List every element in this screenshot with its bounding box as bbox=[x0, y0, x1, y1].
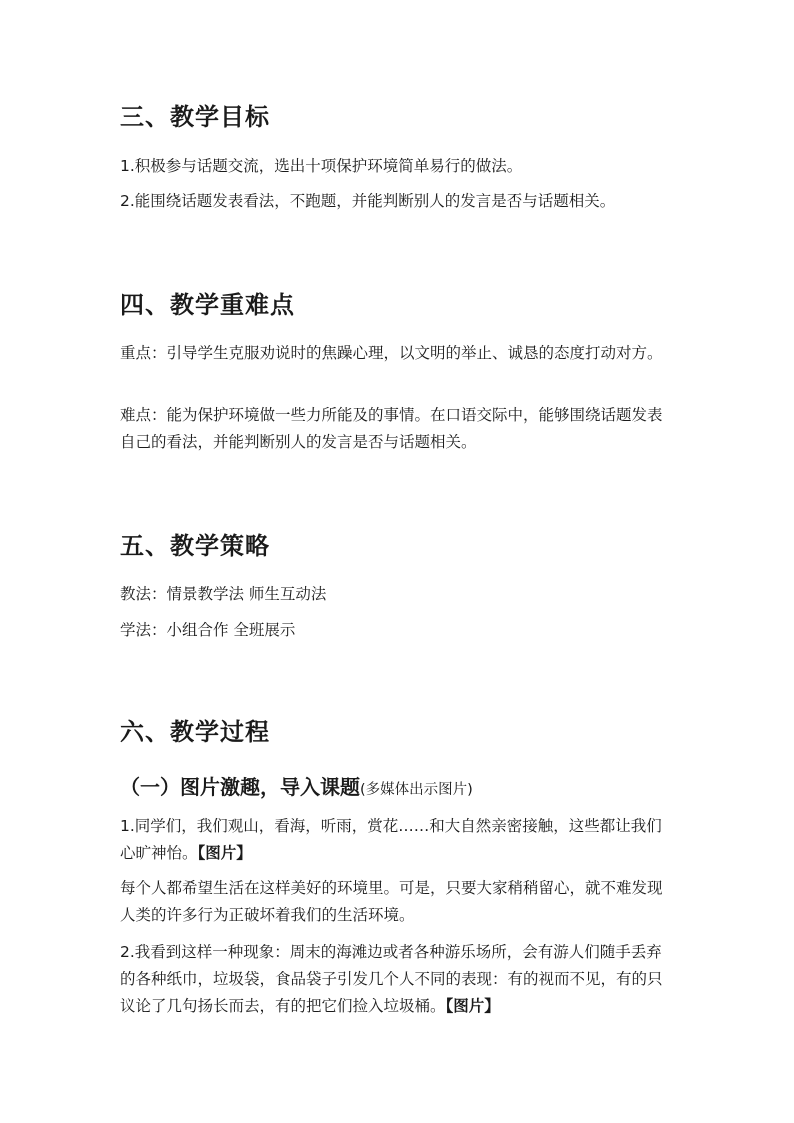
key-point-paragraph: 重点：引导学生克服劝说时的焦躁心理，以文明的举止、诚恳的态度打动对方。 bbox=[120, 344, 663, 362]
process-paragraph-2: 每个人都希望生活在这样美好的环境里。可是，只要大家稍稍留心，就不难发现人类的许多行为正破坏着我们的生活环境。 bbox=[120, 879, 663, 924]
goals-item-1: 1.积极参与话题交流，选出十项保护环境简单易行的做法。 bbox=[120, 157, 523, 175]
image-tag: 【图片】 bbox=[445, 997, 500, 1015]
section-title-process: 六、教学过程 bbox=[120, 718, 270, 746]
section-title-goals: 三、教学目标 bbox=[120, 103, 270, 131]
process-paragraph-1 bbox=[120, 813, 676, 867]
process-paragraph-1-text: 1.同学们，我们观山，看海，听雨，赏花……和大自然亲密接触，这些都让我们心旷神怡。 bbox=[120, 817, 662, 862]
process-paragraph-3 bbox=[120, 939, 676, 1020]
learning-method: 学法：小组合作 全班展示 bbox=[120, 621, 296, 639]
section-title-key-points: 四、教学重难点 bbox=[120, 291, 295, 319]
subsection-heading-text: （一）图片激趣，导入课题 bbox=[120, 775, 360, 799]
subsection-title bbox=[120, 772, 473, 805]
subsection-note: (多媒体出示图片) bbox=[360, 782, 473, 798]
goals-item-2: 2.能围绕话题发表看法，不跑题，并能判断别人的发言是否与话题相关。 bbox=[120, 192, 616, 210]
image-tag: 【图片】 bbox=[197, 844, 252, 862]
section-title-strategy: 五、教学策略 bbox=[120, 532, 270, 560]
difficult-point-paragraph: 难点：能为保护环境做一些力所能及的事情。在口语交际中，能够围绕话题发表自己的看法，并能判断别人的发言是否与话题相关。 bbox=[120, 406, 663, 451]
teaching-method: 教法：情景教学法 师生互动法 bbox=[120, 585, 327, 603]
process-paragraph-3-text: 2.我看到这样一种现象：周末的海滩边或者各种游乐场所，会有游人们随手丢弃的各种纸巾，垃圾袋，食品袋子引发几个人不同的表现：有的视而不见，有的只议论了几句扬长而去，有的把它们捡入垃圾桶。 bbox=[120, 943, 663, 1015]
